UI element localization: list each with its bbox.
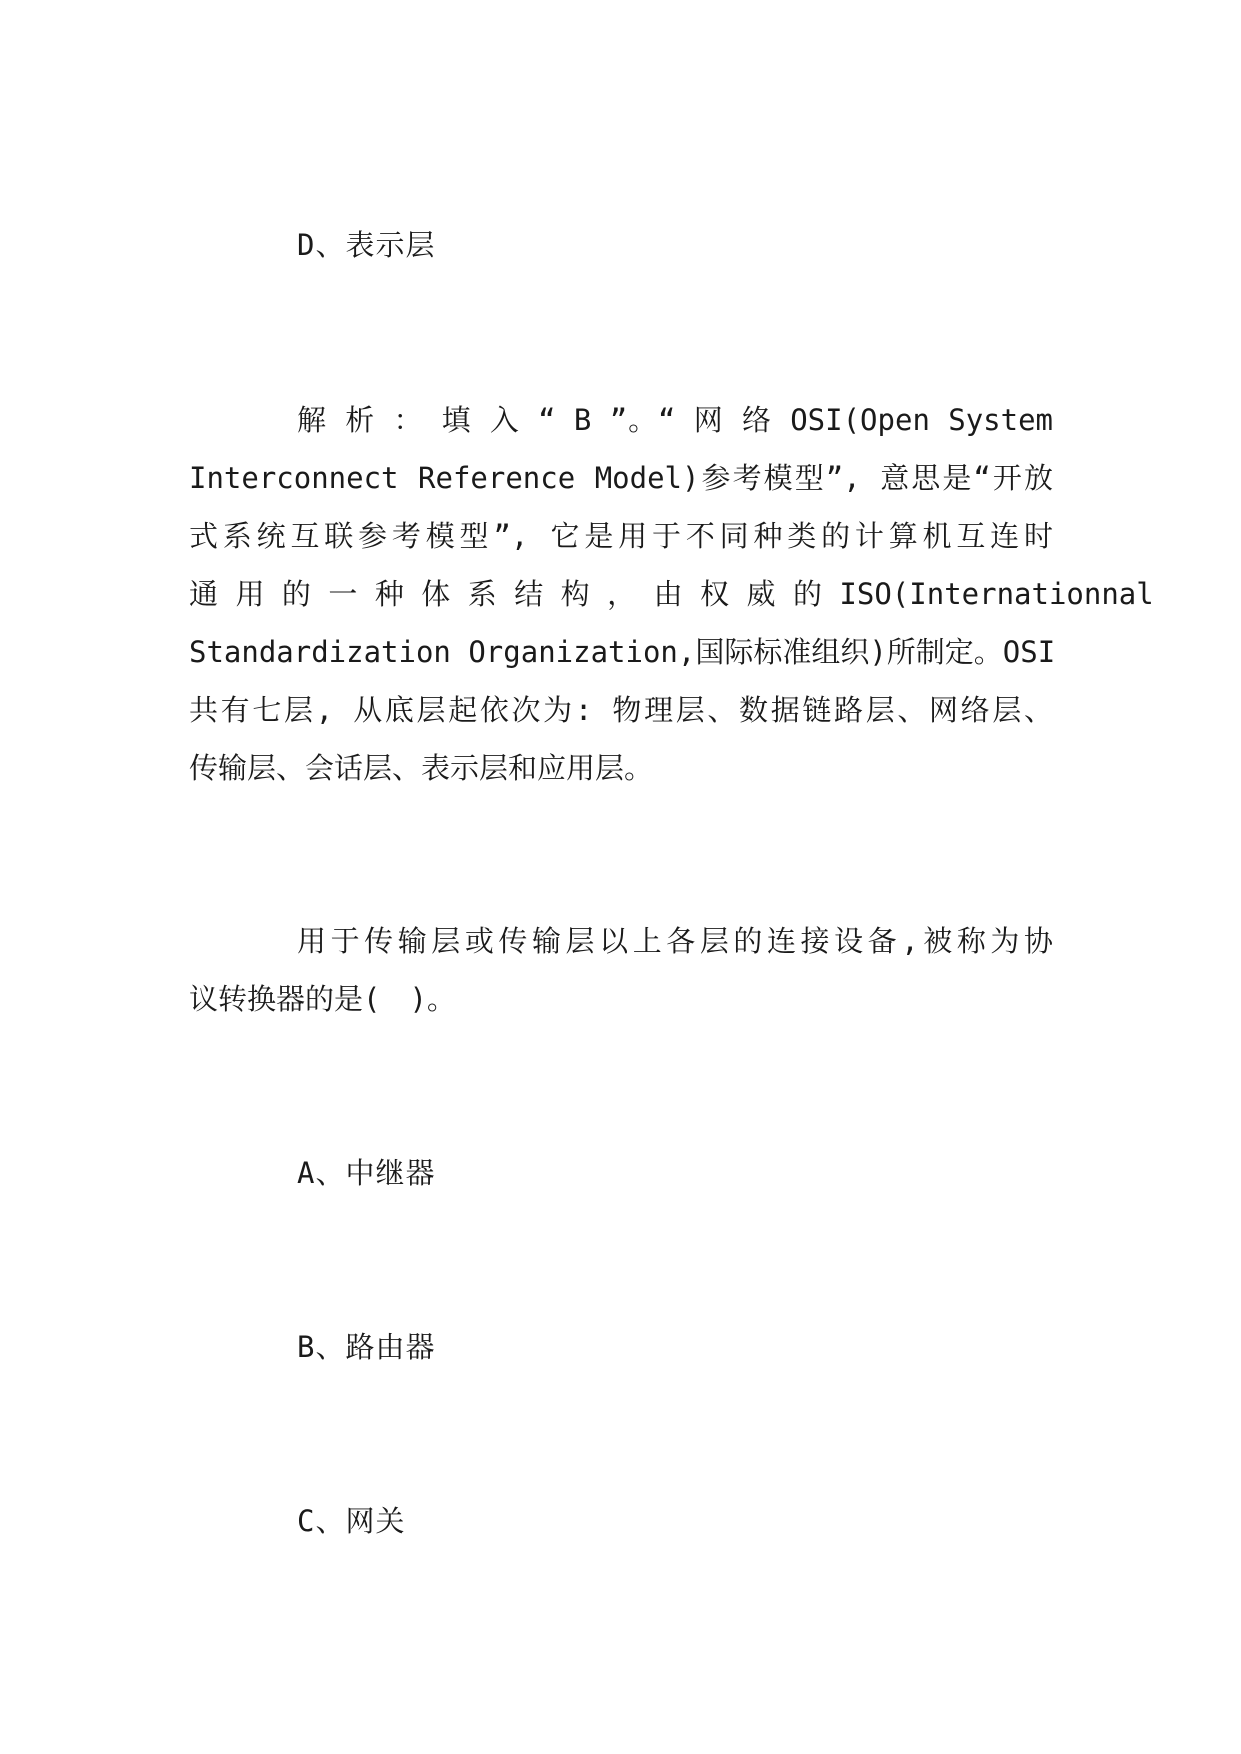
option-c: C、网关 — [297, 1504, 406, 1538]
option-b: B、路由器 — [297, 1330, 436, 1364]
option-a: A、中继器 — [297, 1156, 436, 1190]
question-line: 议转换器的是( )。 — [189, 982, 456, 1016]
analysis-line: 解 析 ： 填 入 “ B ”。“ 网 络 OSI(Open System — [297, 403, 1053, 437]
analysis-line: 共有七层, 从底层起依次为: 物理层、数据链路层、网络层、 — [189, 693, 1053, 727]
question-paragraph — [189, 912, 1053, 1028]
analysis-line: Standardization Organization,国际标准组织)所制定。OSI — [189, 635, 1056, 669]
analysis-line: 通 用 的 一 种 体 系 结 构 ， 由 权 威 的 ISO(Internationnal — [189, 577, 1154, 611]
analysis-paragraph — [189, 391, 1154, 797]
option-d-prev: D、表示层 — [297, 228, 436, 262]
analysis-line: 传输层、会话层、表示层和应用层。 — [189, 751, 654, 785]
analysis-line: 式系统互联参考模型”, 它是用于不同种类的计算机互连时 — [189, 519, 1053, 553]
question-line: 用于传输层或传输层以上各层的连接设备,被称为协 — [297, 924, 1053, 958]
analysis-line: Interconnect Reference Model)参考模型”, 意思是“开放 — [189, 461, 1053, 495]
